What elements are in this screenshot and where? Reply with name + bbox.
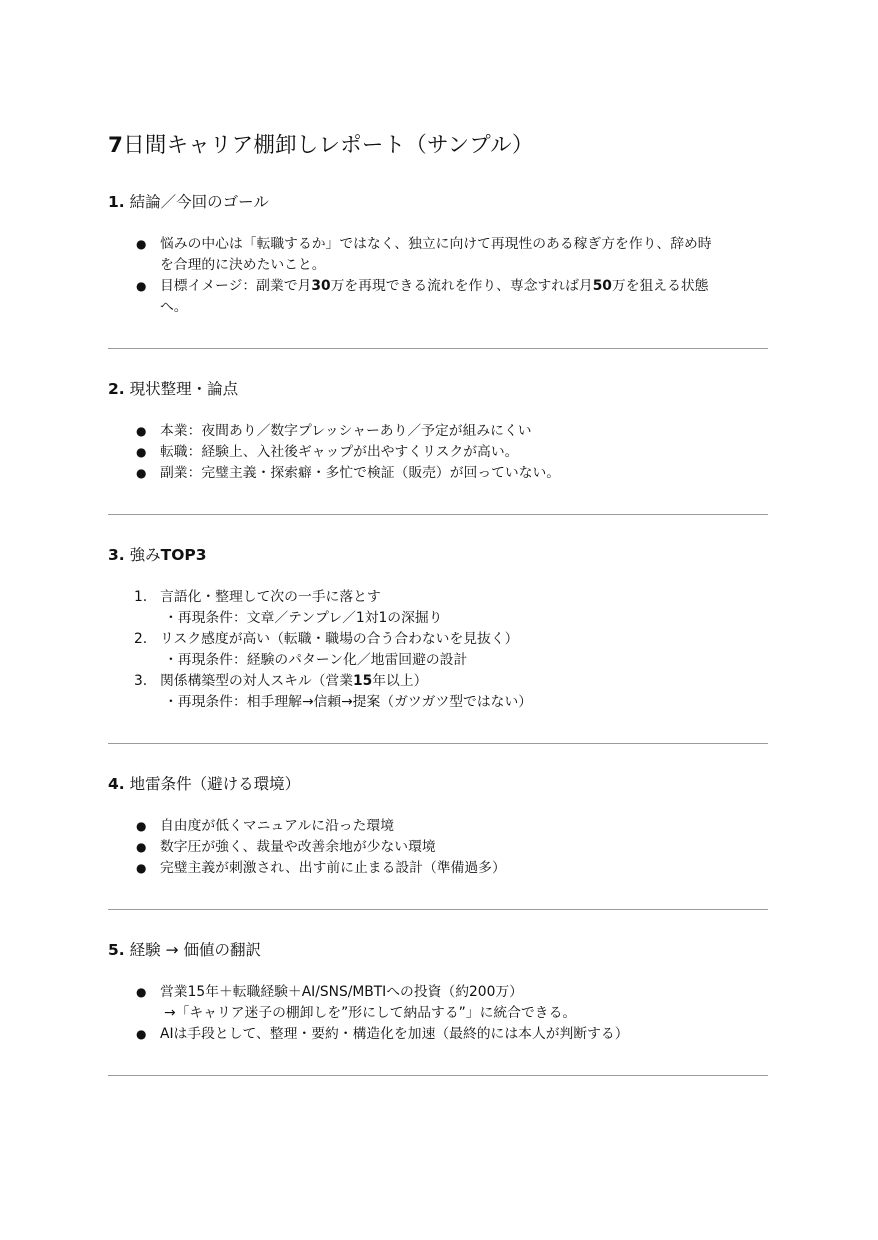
number-marker: 3. xyxy=(134,673,148,689)
list-item xyxy=(108,629,768,671)
list-item-text: 数字圧が強く、裁量や改善余地が少ない環境 xyxy=(160,839,436,855)
list-item xyxy=(108,1024,768,1045)
list-item-subtext: ・再現条件：相手理解→信頼→提案（ガツガツ型ではない） xyxy=(164,694,533,710)
list-item-text: 営業15年＋転職経験＋AI/SNS/MBTIへの投資（約200万） xyxy=(160,984,523,1000)
text-segment: 年以上） xyxy=(372,673,428,689)
list-item-text: 自由度が低くマニュアルに沿った環境 xyxy=(160,818,394,834)
text-segment: 関係構築型の対人スキル（営業 xyxy=(160,673,354,689)
list-item-subtext: ・再現条件：文章／テンプレ／1対1の深掘り xyxy=(164,610,443,626)
section-number: 1. xyxy=(108,193,125,211)
list-item-text: 悩みの中心は「転職するか」ではなく、独立に向けて再現性のある稼ぎ方を作り、辞め時 xyxy=(160,236,712,252)
list-item xyxy=(108,421,768,442)
number-marker: 2. xyxy=(134,631,148,647)
list-item-text: 転職：経験上、入社後ギャップが出やすくリスクが高い。 xyxy=(160,444,519,460)
bullet-list xyxy=(108,816,768,879)
list-item xyxy=(108,442,768,463)
emphasis-number: 30 xyxy=(311,278,331,294)
section-heading xyxy=(108,190,768,214)
bullet-marker: ● xyxy=(136,840,147,854)
bullet-marker: ● xyxy=(136,445,147,459)
list-item-text: リスク感度が高い（転職・職場の合う合わないを見抜く） xyxy=(160,631,519,647)
section-conclusion xyxy=(108,190,768,377)
section-heading-text: 地雷条件（避ける環境） xyxy=(129,775,301,793)
list-item-text xyxy=(160,276,768,297)
section-heading-text: 経験 → 価値の翻訳 xyxy=(129,941,261,959)
title-text: 日間キャリア棚卸しレポート（サンプル） xyxy=(123,133,534,158)
section-heading-text: 現状整理・論点 xyxy=(129,380,239,398)
list-item-text: 本業：夜間あり／数字プレッシャーあり／予定が組みにくい xyxy=(160,423,532,439)
list-item-subtext: ・再現条件：経験のパターン化／地雷回避の設計 xyxy=(164,652,468,668)
section-landmines xyxy=(108,772,768,938)
section-value-translation xyxy=(108,938,768,1076)
list-item-text-continued: →「キャリア迷子の棚卸しを”形にして納品する”」に統合できる。 xyxy=(164,1005,577,1021)
list-item-text: 言語化・整理して次の一手に落とす xyxy=(160,589,381,605)
section-number: 3. xyxy=(108,546,125,564)
section-heading-text: 強み xyxy=(129,546,161,564)
bullet-marker: ● xyxy=(136,1027,147,1041)
numbered-list xyxy=(108,587,768,713)
bullet-list xyxy=(108,982,768,1045)
section-strengths xyxy=(108,543,768,772)
list-item xyxy=(108,816,768,837)
bullet-list xyxy=(108,234,768,318)
section-heading-emphasis: TOP3 xyxy=(160,546,207,564)
section-number: 4. xyxy=(108,775,125,793)
list-item xyxy=(108,234,768,276)
section-number: 2. xyxy=(108,380,125,398)
section-heading xyxy=(108,772,768,796)
list-item-text-continued: を合理的に決めたいこと。 xyxy=(160,257,326,273)
bullet-marker: ● xyxy=(136,861,147,875)
emphasis-number: 15 xyxy=(353,673,373,689)
document-page xyxy=(108,128,768,1076)
bullet-list xyxy=(108,421,768,484)
list-item xyxy=(108,463,768,484)
text-segment: 万を狙える状態 xyxy=(611,278,709,294)
title-number: 7 xyxy=(108,133,124,158)
list-item xyxy=(108,837,768,858)
section-heading xyxy=(108,543,768,567)
list-item xyxy=(108,858,768,879)
bullet-marker: ● xyxy=(136,466,147,480)
list-item-text: 副業：完璧主義・探索癖・多忙で検証（販売）が回っていない。 xyxy=(160,465,561,481)
text-segment: 目標イメージ：副業で月 xyxy=(160,278,312,294)
bullet-marker: ● xyxy=(136,985,147,999)
document-title xyxy=(108,128,768,164)
list-item-text xyxy=(160,671,768,692)
list-item-text-continued: へ。 xyxy=(160,299,188,315)
emphasis-number: 50 xyxy=(592,278,612,294)
bullet-marker: ● xyxy=(136,237,147,251)
section-heading xyxy=(108,938,768,962)
bullet-marker: ● xyxy=(136,279,147,293)
text-segment: 万を再現できる流れを作り、専念すれば月 xyxy=(330,278,593,294)
list-item xyxy=(108,671,768,713)
section-heading xyxy=(108,377,768,401)
section-heading-text: 結論／今回のゴール xyxy=(129,193,269,211)
number-marker: 1. xyxy=(134,589,148,605)
bullet-marker: ● xyxy=(136,819,147,833)
list-item xyxy=(108,276,768,318)
bullet-marker: ● xyxy=(136,424,147,438)
section-number: 5. xyxy=(108,941,125,959)
list-item xyxy=(108,982,768,1024)
section-divider xyxy=(108,1075,768,1076)
section-current-status xyxy=(108,377,768,543)
list-item xyxy=(108,587,768,629)
list-item-text: 完璧主義が刺激され、出す前に止まる設計（準備過多） xyxy=(160,860,506,876)
list-item-text: AIは手段として、整理・要約・構造化を加速（最終的には本人が判断する） xyxy=(160,1026,629,1042)
